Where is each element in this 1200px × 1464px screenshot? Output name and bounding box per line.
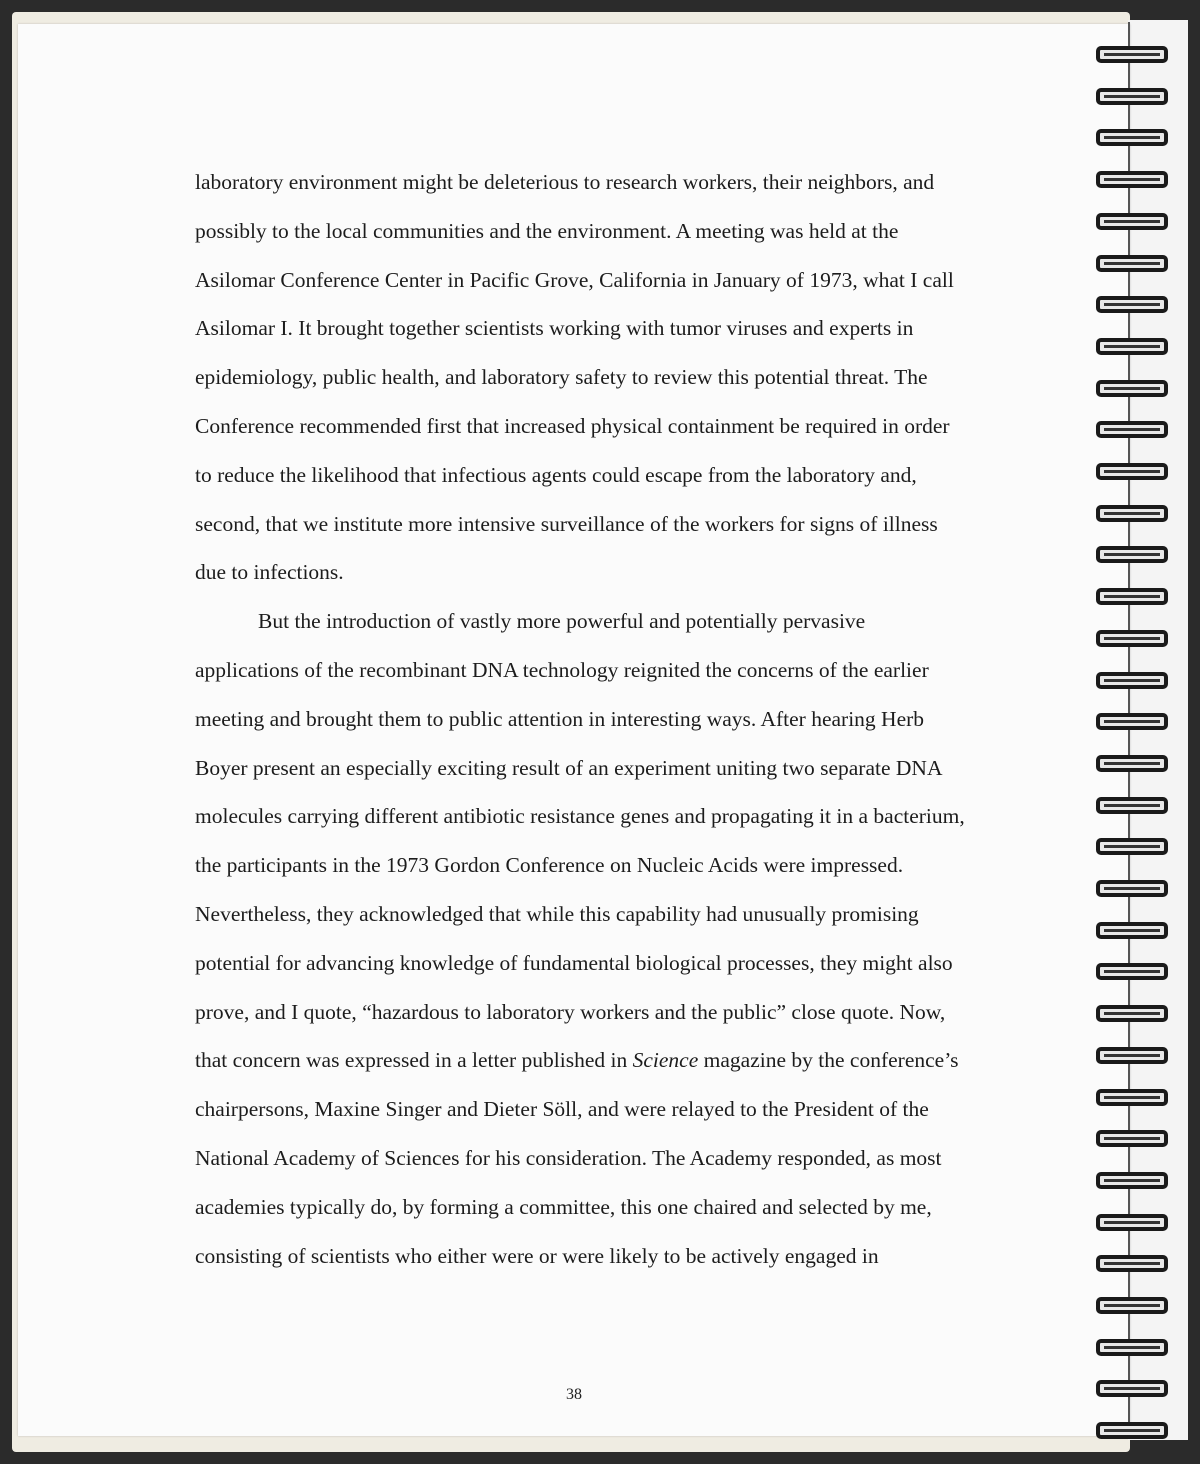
spiral-coil-icon — [1096, 1214, 1168, 1231]
spiral-coil-icon — [1096, 505, 1168, 522]
text-line: potential for advancing knowledge of fundamental biological processes, they might also — [195, 950, 953, 975]
spiral-coil-icon — [1096, 213, 1168, 230]
text-line — [195, 1036, 965, 1085]
text-line: Nevertheless, they acknowledged that while this capability had unusually promising — [195, 901, 919, 926]
text-line: Conference recommended first that increased physical containment be required in order — [195, 413, 950, 438]
spiral-coil-icon — [1096, 797, 1168, 814]
text-line: second, that we institute more intensive surveillance of the workers for signs of illness — [195, 511, 938, 536]
spiral-coil-icon — [1096, 588, 1168, 605]
text-line: laboratory environment might be deleterious to research workers, their neighbors, and — [195, 170, 935, 194]
spiral-coil-icon — [1096, 1380, 1168, 1397]
spiral-coil-icon — [1096, 1047, 1168, 1064]
spiral-coil-icon — [1096, 1089, 1168, 1106]
text-line: Asilomar Conference Center in Pacific Grove, California in January of 1973, what I call — [195, 267, 954, 292]
spiral-coil-icon — [1096, 171, 1168, 188]
spiral-coil-icon — [1096, 421, 1168, 438]
spiral-coil-icon — [1096, 630, 1168, 647]
text-line: to reduce the likelihood that infectious agents could escape from the laboratory and, — [195, 462, 917, 487]
text-line: meeting and brought them to public attention in interesting ways. After hearing Herb — [195, 706, 925, 731]
spiral-coil-icon — [1096, 963, 1168, 980]
spiral-coil-icon — [1096, 1130, 1168, 1147]
spiral-coil-icon — [1096, 88, 1168, 105]
spiral-coil-icon — [1096, 463, 1168, 480]
spiral-coil-icon — [1096, 380, 1168, 397]
text-line: Asilomar I. It brought together scientists working with tumor viruses and experts in — [195, 316, 914, 341]
body-text — [195, 158, 965, 1280]
spiral-coil-icon — [1096, 922, 1168, 939]
text-line: due to infections. — [195, 560, 344, 585]
spiral-coil-icon — [1096, 1422, 1168, 1439]
spiral-coil-icon — [1096, 46, 1168, 63]
spiral-coil-icon — [1096, 1297, 1168, 1314]
text-line: prove, and I quote, “hazardous to laboratory workers and the public” close quote. Now, — [195, 999, 946, 1024]
text-line: consisting of scientists who either were or were likely to be actively engaged in — [195, 1243, 879, 1268]
spiral-coil-icon — [1096, 1172, 1168, 1189]
text-line: the participants in the 1973 Gordon Conference on Nucleic Acids were impressed. — [195, 853, 904, 878]
spiral-coil-icon — [1096, 296, 1168, 313]
text-line: molecules carrying different antibiotic resistance genes and propagating it in a bacterium, — [195, 804, 965, 829]
page-number: 38 — [566, 1386, 582, 1403]
spiral-coil-icon — [1096, 755, 1168, 772]
spiral-coil-icon — [1096, 546, 1168, 563]
text-line: chairpersons, Maxine Singer and Dieter Söll, and were relayed to the President of the — [195, 1097, 929, 1122]
text-line: possibly to the local communities and the environment. A meeting was held at the — [195, 218, 899, 243]
spiral-coil-icon — [1096, 129, 1168, 146]
spiral-coil-icon — [1096, 838, 1168, 855]
spiral-coil-icon — [1096, 255, 1168, 272]
spiral-coil-icon — [1096, 1255, 1168, 1272]
text-segment: that concern was expressed in a letter published in — [195, 1048, 633, 1073]
spiral-coil-icon — [1096, 1339, 1168, 1356]
text-line: Boyer present an especially exciting result of an experiment uniting two separate DNA — [195, 755, 943, 780]
text-line: National Academy of Sciences for his consideration. The Academy responded, as most — [195, 1145, 942, 1170]
text-line: academies typically do, by forming a committee, this one chaired and selected by me, — [195, 1194, 932, 1219]
text-line: epidemiology, public health, and laboratory safety to review this potential threat. The — [195, 365, 928, 390]
text-line: But the introduction of vastly more powerful and potentially pervasive — [258, 609, 866, 634]
spiral-coil-icon — [1096, 1005, 1168, 1022]
italic-title: Science — [632, 1048, 699, 1073]
text-segment: magazine by the conference’s — [698, 1048, 959, 1073]
spiral-coil-icon — [1096, 713, 1168, 730]
text-line: applications of the recombinant DNA technology reignited the concerns of the earlier — [195, 657, 929, 682]
spiral-coil-icon — [1096, 338, 1168, 355]
spiral-coil-icon — [1096, 672, 1168, 689]
spiral-coil-icon — [1096, 880, 1168, 897]
